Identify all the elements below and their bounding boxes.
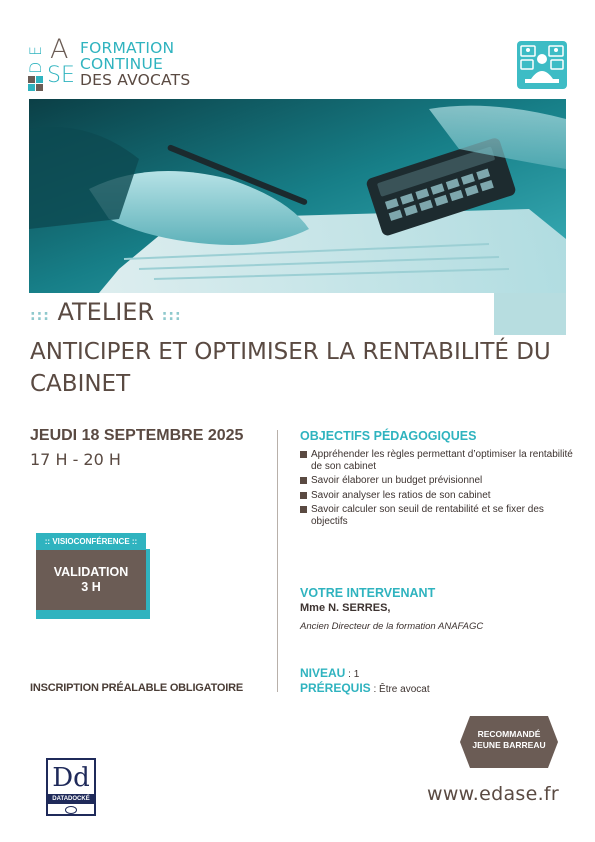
validation-label: VALIDATION xyxy=(53,565,129,579)
list-item: Savoir calculer son seuil de rentabilité et se fixer des objectifs xyxy=(300,504,575,527)
decorative-dots: ::: xyxy=(161,308,182,324)
logo-square xyxy=(28,84,35,91)
datadock-logo xyxy=(46,758,96,816)
page-title-line1: ANTICIPER ET OPTIMISER LA RENTABILITÉ DU xyxy=(30,339,551,365)
edase-logo xyxy=(26,34,76,90)
bullet-square-icon xyxy=(300,492,307,499)
list-item: Appréhender les règles permettant d’optimiser la rentabilité de son cabinet xyxy=(300,449,575,472)
visio-badge-label: :: VISIOCONFÉRENCE :: xyxy=(36,533,146,550)
speaker-name: Mme N. SERRES, xyxy=(300,602,391,614)
validation-hours: 3 H xyxy=(81,580,101,594)
videoconference-icon xyxy=(517,41,567,89)
level-value: 1 xyxy=(353,669,360,680)
website-url[interactable]: www.edase.fr xyxy=(427,783,560,805)
logo-letter-e: E xyxy=(26,45,45,56)
recommended-badge xyxy=(460,716,558,768)
column-divider xyxy=(277,430,278,692)
event-date: JEUDI 18 SEPTEMBRE 2025 xyxy=(30,427,244,444)
event-time: 17 H - 20 H xyxy=(30,450,121,469)
logo-square xyxy=(36,84,43,91)
list-item: Savoir élaborer un budget prévisionnel xyxy=(300,475,575,487)
bullet-square-icon xyxy=(300,451,307,458)
prereq-info: PRÉREQUIS : Être avocat xyxy=(300,681,430,695)
page-title xyxy=(30,336,570,400)
inscription-notice: INSCRIPTION PRÉALABLE OBLIGATOIRE xyxy=(30,682,244,694)
prereq-value: Être avocat xyxy=(379,684,430,695)
logo-letter-s: SE xyxy=(47,63,75,88)
logo-letter-d: D xyxy=(26,61,45,74)
validation-badge xyxy=(36,550,146,610)
page-title-line2: CABINET xyxy=(30,371,131,397)
logo-letter-a: A xyxy=(50,34,69,65)
datadock-mark: Dd xyxy=(52,763,90,793)
objectives-list xyxy=(300,449,575,530)
list-item: Savoir analyser les ratios de son cabinet xyxy=(300,490,575,502)
atelier-text: ATELIER xyxy=(57,298,155,326)
datadock-label: DATADOCKÉ xyxy=(46,794,96,804)
logo-square xyxy=(36,76,43,83)
photo-paper-extension xyxy=(494,293,566,335)
objectives-title: OBJECTIFS PÉDAGOGIQUES xyxy=(300,429,477,443)
recommended-line2: JEUNE BARREAU xyxy=(472,740,546,750)
logo-square xyxy=(28,76,35,83)
level-label: NIVEAU xyxy=(300,666,346,680)
brand-line-avocats: DES AVOCATS xyxy=(80,71,191,89)
level-info: NIVEAU : 1 xyxy=(300,666,360,680)
bullet-square-icon xyxy=(300,477,307,484)
decorative-dots: ::: xyxy=(30,308,50,324)
prereq-label: PRÉREQUIS xyxy=(300,681,371,695)
speaker-title: VOTRE INTERVENANT xyxy=(300,586,436,600)
workshop-label xyxy=(30,298,182,326)
recommended-line1: RECOMMANDÉ xyxy=(477,729,541,739)
check-icon xyxy=(65,806,77,814)
brand-line-continue: CONTINUE xyxy=(80,55,163,73)
bullet-square-icon xyxy=(300,506,307,513)
hero-photo-calculator xyxy=(29,99,566,293)
brand-line-formation: FORMATION xyxy=(80,39,175,57)
speaker-role: Ancien Directeur de la formation ANAFAGC xyxy=(300,621,484,632)
